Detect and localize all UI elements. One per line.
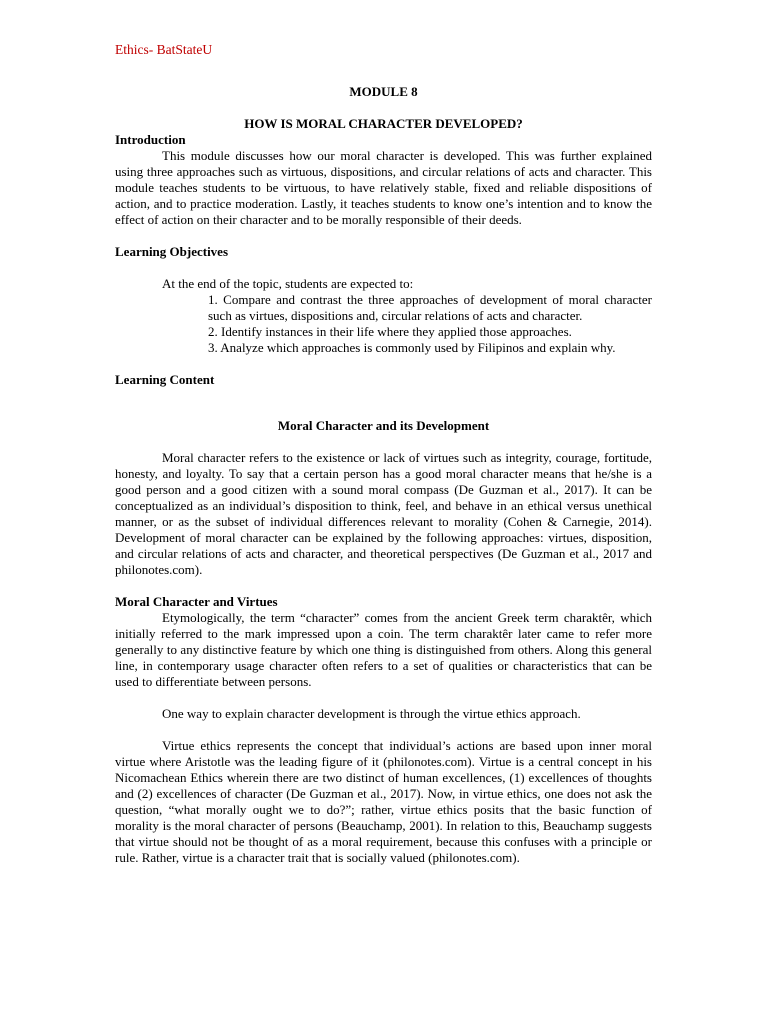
objectives-heading: Learning Objectives [115, 244, 229, 259]
virtues-paragraph-2: One way to explain character development is through the virtue ethics approach. [162, 706, 581, 721]
document-body [115, 84, 652, 866]
module-number: MODULE 8 [349, 84, 418, 99]
virtues-paragraph-3: Virtue ethics represents the concept that individual’s actions are based upon inner moral virtue where Aristotle was the leading figure of it (philonotes.com). Virtue is a central concept in his Nicomachean Ethics wherein there are two distinct of human excellences, (1) excellences of thoughts and (2) excellences of character (De Guzman et al., 2017). Now, in virtue ethics, one does not ask the question, “what morally ought we to do?”; rather, virtue ethics posits that the basic function of morality is the moral character of persons (Beauchamp, 2001). In relation to this, Beauchamp suggests that virtue should not be thought of as a moral requirement, because this confuses with a principle or rule. Rather, virtue is a character trait that is socially valued (philonotes.com). [115, 738, 652, 865]
virtues-paragraph-1: Etymologically, the term “character” comes from the ancient Greek term charaktêr, which initially referred to the mark impressed upon a coin. The term charaktêr later came to refer more generally to any distinctive feature by which one thing is distinguished from others. Along this general line, in contemporary usage character often refers to a set of qualities or characteristics that can be used to differentiate between persons. [115, 610, 652, 689]
virtues-heading: Moral Character and Virtues [115, 594, 278, 609]
development-heading: Moral Character and its Development [277, 418, 490, 433]
objective-item: 3. Analyze which approaches is commonly used by Filipinos and explain why. [208, 340, 616, 355]
introduction-heading: Introduction [115, 132, 186, 147]
header-tag: Ethics- BatStateU [115, 42, 213, 57]
introduction-text: This module discusses how our moral character is developed. This was further explained using three approaches such as virtuous, dispositions, and circular relations of acts and character. This module teaches students to be virtuous, to have relatively stable, fixed and reliable dispositions of action, and to practice moderation. Lastly, it teaches students to know one’s intention and to know the effect of action on their character and to be morally responsible of their deeds. [115, 148, 652, 227]
module-title: HOW IS MORAL CHARACTER DEVELOPED? [244, 116, 523, 131]
learning-content-heading: Learning Content [115, 372, 215, 387]
objective-item: 1. Compare and contrast the three approaches of development of moral character such as virtues, dispositions and, circular relations of acts and character. [208, 292, 652, 323]
objectives-lead: At the end of the topic, students are expected to: [162, 276, 414, 291]
development-text: Moral character refers to the existence or lack of virtues such as integrity, courage, fortitude, honesty, and loyalty. To say that a certain person has a good moral character means that he/she is a good person and a good citizen with a sound moral compass (De Guzman et al., 2017). It can be conceptualized as an individual’s disposition to think, feel, and behave in an ethical versus unethical manner, or as the subset of individual differences relevant to morality (Cohen & Carnegie, 2014). Development of moral character can be explained by the following approaches: virtues, disposition, and circular relations of acts and character, and theoretical perspectives (De Guzman et al., 2017 and philonotes.com). [115, 450, 652, 577]
objectives-list [115, 292, 652, 356]
objective-item: 2. Identify instances in their life where they applied those approaches. [208, 324, 572, 339]
